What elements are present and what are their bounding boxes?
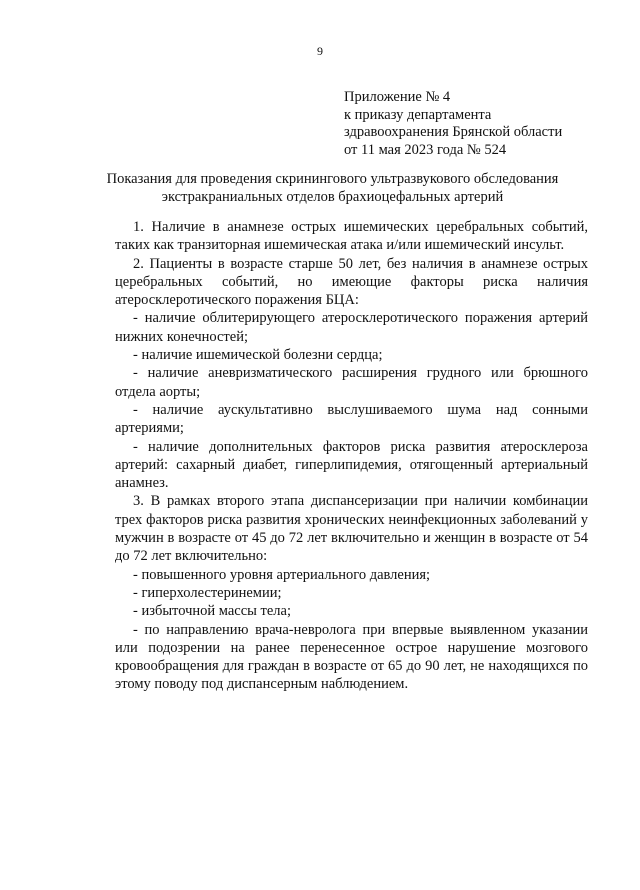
list-item: - наличие аускультативно выслушиваемого шума над сонными артериями;	[115, 401, 588, 437]
paragraph: 1. Наличие в анамнезе острых ишемических церебральных событий, таких как транзиторная ишемическая атака и/или ишемический инсульт.	[115, 219, 588, 254]
title-line: Показания для проведения скринингового ультразвукового обследования	[106, 171, 559, 187]
list-item: - наличие дополнительных факторов риска развития атеросклероза артерий: сахарный диабет, гиперлипидемия, отягощенный артериальный анамнез.	[115, 438, 588, 492]
appendix-header	[344, 89, 614, 159]
list-item: - повышенного уровня артериального давления;	[133, 566, 431, 583]
appendix-line: здравоохранения Брянской области	[344, 124, 563, 140]
list-item: - избыточной массы тела;	[133, 603, 291, 620]
list-item: - наличие аневризматического расширения грудного или брюшного отдела аорты;	[115, 365, 588, 400]
page-number: 9	[317, 44, 323, 58]
paragraph: 3. В рамках второго этапа диспансеризации при наличии комбинации трех факторов риска развития хронических неинфекционных заболеваний у мужчин в возрасте от 45 до 72 лет включительно и женщин в возрасте от 54 до 72 лет включительно:	[115, 493, 588, 565]
list-item: - наличие ишемической болезни сердца;	[133, 347, 383, 364]
list-item: - гиперхолестеринемии;	[133, 584, 282, 601]
title-line: экстракраниальных отделов брахиоцефальных артерий	[161, 189, 504, 205]
document-body	[115, 218, 588, 694]
paragraph: 2. Пациенты в возрасте старше 50 лет, без наличия в анамнезе острых церебральных событий, но имеющие факторы риска наличия атеросклеротического поражения БЦА:	[115, 255, 588, 309]
appendix-line: от 11 мая 2023 года № 524	[344, 141, 507, 158]
document-title	[80, 170, 585, 206]
appendix-line: Приложение № 4	[344, 89, 451, 105]
appendix-line: к приказу департамента	[344, 106, 492, 123]
list-item: - по направлению врача-невролога при впервые выявленном указании или подозрении на ранее перенесенное острое нарушение мозгового кровообращения для граждан в возрасте от 65 до 90 лет, не находящихся по этому поводу под диспансерным наблюдением.	[115, 621, 588, 693]
list-item: - наличие облитерирующего атеросклеротического поражения артерий нижних конечностей;	[115, 310, 588, 345]
